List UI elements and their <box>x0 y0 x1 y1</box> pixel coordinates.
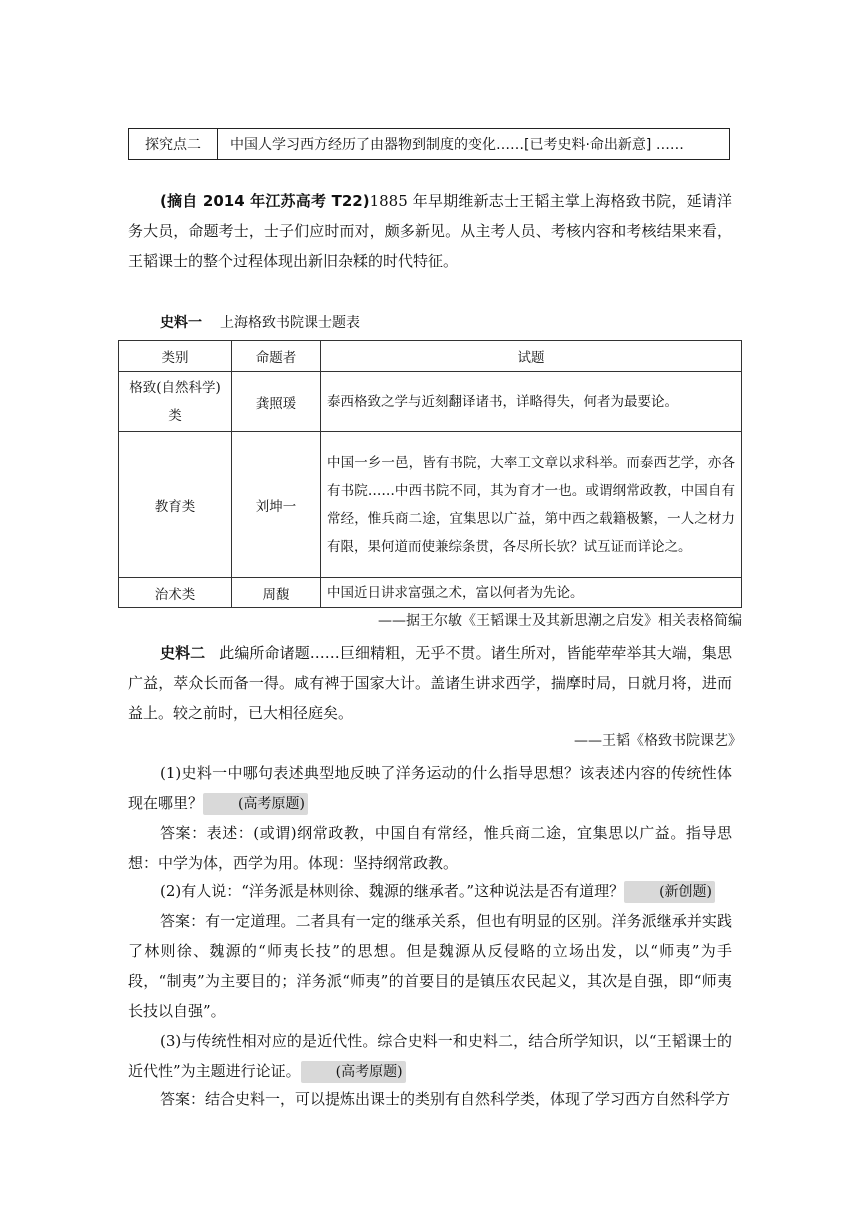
question-1-tag: (高考原题) <box>203 793 308 815</box>
table-row <box>119 372 742 432</box>
question-1-text: (1)史料一中哪句表述典型地反映了洋务运动的什么指导思想？该表述内容的传统性体现在哪里？ <box>128 764 732 812</box>
question-2 <box>128 876 732 906</box>
row-question: 泰西格致之学与近刻翻译诸书，详略得失，何者为最要论。 <box>321 372 742 432</box>
table-header: 试题 <box>321 341 742 372</box>
material1-caption <box>160 312 360 332</box>
answer-3: 答案：结合史料一，可以提炼出课士的类别有自然科学类，体现了学习西方自然科学方 <box>160 1090 731 1108</box>
table-row <box>119 432 742 578</box>
table-row <box>119 578 742 608</box>
question-3-tag: (高考原题) <box>301 1061 406 1083</box>
row-category: 格致(自然科学)类 <box>119 372 232 432</box>
answer-2: 答案：有一定道理。二者具有一定的继承关系，但也有明显的区别。洋务派继承并实践了林则徐、魏源的“师夷长技”的思想。但是魏源从反侵略的立场出发，以“师夷”为手段，“制夷”为主要目的；洋务派“师夷”的首要目的是镇压农民起义，其次是自强，即“师夷长技以自强”。 <box>128 912 732 1020</box>
material2-credit: ——王韬《格致书院课艺》 <box>574 733 742 749</box>
exam-question-table <box>118 340 742 608</box>
material1-credit: ——据王尔敏《王韬课士及其新思潮之启发》相关表格简编 <box>378 613 742 629</box>
row-question: 中国一乡一邑，皆有书院，大率工文章以求科举。而泰西艺学，亦各有书院……中西书院不同，其为育才一也。或谓纲常政教，中国自有常经，惟兵商二途，宜集思以广益，第中西之载籍极繁，一人之材力有限，果何道而使兼综条贯，各尽所长欤？试互证而详论之。 <box>321 432 742 578</box>
row-author: 龚照瑗 <box>232 372 321 432</box>
section-header <box>128 128 730 160</box>
question-3 <box>128 1026 732 1086</box>
material2-text: 此编所命诸题……巨细精粗，无乎不贯。诸生所对，皆能荦荦举其大端，集思广益，萃众长而备一得。咸有裨于国家大计。盖诸生讲求西学，揣摩时局，日就月将，进而益上。较之前时，已大相径庭矣。 <box>128 644 732 722</box>
intro-source: (摘自 2014 年江苏高考 T22) <box>160 192 370 210</box>
material2-paragraph <box>128 638 732 728</box>
question-2-text: (2)有人说：“洋务派是林则徐、魏源的继承者。”这种说法是否有道理？ <box>160 882 625 900</box>
material1-label: 史料一 <box>160 315 202 331</box>
answer-1: 答案：表述：(或谓)纲常政教，中国自有常经，惟兵商二途，宜集思以广益。指导思想：中学为体，西学为用。体现：坚持纲常政教。 <box>128 824 732 872</box>
question-1 <box>128 758 732 818</box>
material2-label: 史料二 <box>160 644 206 662</box>
row-category: 治术类 <box>119 578 232 608</box>
section-label: 探究点二 <box>129 129 218 159</box>
row-question: 中国近日讲求富强之术，富以何者为先论。 <box>321 578 742 608</box>
row-author: 周馥 <box>232 578 321 608</box>
section-title: 中国人学习西方经历了由器物到制度的变化……[已考史料·命出新意] …… <box>230 137 684 153</box>
material1-title: 上海格致书院课士题表 <box>220 315 360 331</box>
intro-text: 1885 年早期维新志士王韬主掌上海格致书院，延请洋务大员，命题考士，士子们应时而对，颇多新见。从主考人员、考核内容和考核结果来看，王韬课士的整个过程体现出新旧杂糅的时代特征。 <box>128 192 732 270</box>
row-author: 刘坤一 <box>232 432 321 578</box>
question-2-tag: (新创题) <box>624 881 715 903</box>
table-header: 命题者 <box>232 341 321 372</box>
table-header-row <box>119 341 742 372</box>
table-header: 类别 <box>119 341 232 372</box>
question-3-text: (3)与传统性相对应的是近代性。综合史料一和史料二，结合所学知识，以“王韬课士的近代性”为主题进行论证。 <box>128 1032 732 1080</box>
row-category: 教育类 <box>119 432 232 578</box>
intro-paragraph <box>128 186 732 276</box>
